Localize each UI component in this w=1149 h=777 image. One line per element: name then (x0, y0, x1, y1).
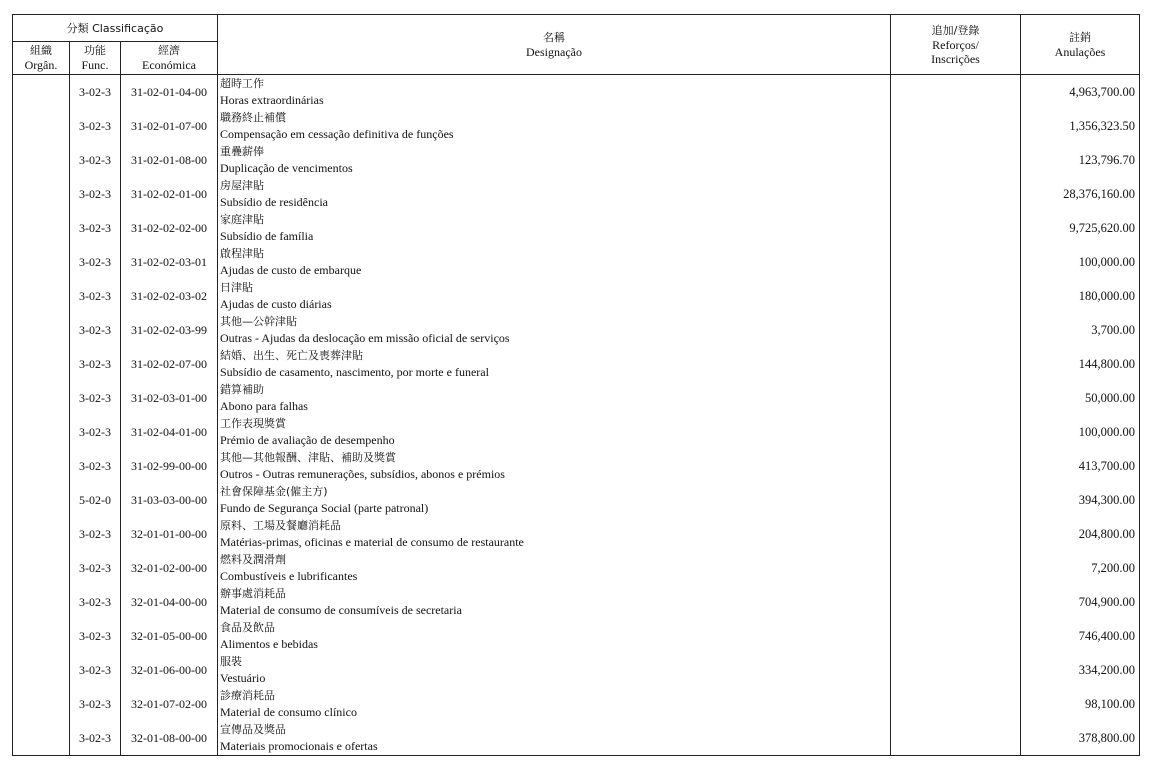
designation-pt: Subsídio de família (220, 229, 314, 243)
organ-cell (13, 347, 70, 381)
designation-pt: Outros - Outras remunerações, subsídios, abonos e prémios (220, 467, 505, 481)
designation-zh: 重疊薪俸 (220, 145, 264, 158)
organ-cell (13, 687, 70, 721)
table-header (13, 15, 1140, 75)
reforcos-cell (891, 619, 1021, 653)
func-cell: 3-02-3 (70, 517, 121, 551)
designation-pt: Ajudas de custo diárias (220, 297, 332, 311)
organ-header: 組織 Orgân. (13, 42, 70, 75)
classificacao-header: 分類 Classificação (13, 15, 218, 42)
designation-cell (218, 313, 891, 347)
budget-table (12, 14, 1140, 756)
econ-cell: 31-02-01-08-00 (121, 143, 218, 177)
budget-table-sheet (12, 14, 1139, 756)
organ-cell (13, 211, 70, 245)
econ-cell: 31-02-99-00-00 (121, 449, 218, 483)
table-row (13, 245, 1140, 279)
organ-cell (13, 109, 70, 143)
organ-cell (13, 653, 70, 687)
anulacoes-cell: 28,376,160.00 (1021, 177, 1140, 211)
reforcos-cell (891, 177, 1021, 211)
designation-cell (218, 109, 891, 143)
table-row (13, 109, 1140, 143)
anulacoes-cell: 144,800.00 (1021, 347, 1140, 381)
designation-zh: 啟程津貼 (220, 247, 264, 260)
reforcos-cell (891, 483, 1021, 517)
reforcos-cell (891, 313, 1021, 347)
organ-cell (13, 143, 70, 177)
table-row (13, 449, 1140, 483)
func-cell: 3-02-3 (70, 279, 121, 313)
designacao-header: 名稱 Designação (218, 15, 891, 75)
designation-cell (218, 279, 891, 313)
anulacoes-cell: 413,700.00 (1021, 449, 1140, 483)
anulacoes-cell: 4,963,700.00 (1021, 75, 1140, 110)
econ-cell: 31-02-01-07-00 (121, 109, 218, 143)
table-row (13, 415, 1140, 449)
designation-pt: Combustíveis e lubrificantes (220, 569, 358, 583)
organ-cell (13, 619, 70, 653)
designation-pt: Materiais promocionais e ofertas (220, 739, 378, 753)
func-header: 功能 Func. (70, 42, 121, 75)
anulacoes-cell: 204,800.00 (1021, 517, 1140, 551)
func-cell: 3-02-3 (70, 177, 121, 211)
reforcos-cell (891, 653, 1021, 687)
econ-header: 經濟 Económica (121, 42, 218, 75)
econ-cell: 32-01-07-02-00 (121, 687, 218, 721)
anulacoes-cell: 50,000.00 (1021, 381, 1140, 415)
econ-cell: 32-01-06-00-00 (121, 653, 218, 687)
designation-cell (218, 245, 891, 279)
anulacoes-cell: 9,725,620.00 (1021, 211, 1140, 245)
econ-cell: 31-02-02-03-01 (121, 245, 218, 279)
designation-zh: 結婚、出生、死亡及喪葬津貼 (220, 349, 363, 362)
func-cell: 3-02-3 (70, 109, 121, 143)
organ-cell (13, 449, 70, 483)
func-cell: 3-02-3 (70, 211, 121, 245)
anulacoes-cell: 100,000.00 (1021, 415, 1140, 449)
designation-zh: 超時工作 (220, 77, 264, 90)
designation-cell (218, 585, 891, 619)
reforcos-cell (891, 721, 1021, 756)
table-row (13, 177, 1140, 211)
econ-cell: 31-02-02-01-00 (121, 177, 218, 211)
table-row (13, 211, 1140, 245)
designation-cell (218, 449, 891, 483)
designation-cell (218, 551, 891, 585)
reforcos-cell (891, 75, 1021, 110)
designation-zh: 原料、工場及餐廳消耗品 (220, 519, 341, 532)
table-row (13, 279, 1140, 313)
designation-pt: Abono para falhas (220, 399, 308, 413)
anulacoes-cell: 100,000.00 (1021, 245, 1140, 279)
func-cell: 3-02-3 (70, 245, 121, 279)
organ-cell (13, 721, 70, 756)
reforcos-cell (891, 347, 1021, 381)
func-cell: 3-02-3 (70, 381, 121, 415)
designation-zh: 錯算補助 (220, 383, 264, 396)
func-cell: 3-02-3 (70, 313, 121, 347)
reforcos-header: 追加/登錄 Reforços/ Inscrições (891, 15, 1021, 75)
organ-cell (13, 415, 70, 449)
designation-zh: 其他—其他報酬、津貼、補助及獎賞 (220, 451, 396, 464)
table-row (13, 347, 1140, 381)
anulacoes-cell: 704,900.00 (1021, 585, 1140, 619)
table-body (13, 75, 1140, 756)
reforcos-cell (891, 449, 1021, 483)
designation-zh: 房屋津貼 (220, 179, 264, 192)
designation-zh: 辦事處消耗品 (220, 587, 286, 600)
organ-cell (13, 313, 70, 347)
designation-cell (218, 415, 891, 449)
designation-zh: 燃料及潤滑劑 (220, 553, 286, 566)
organ-cell (13, 551, 70, 585)
designation-zh: 日津貼 (220, 281, 253, 294)
designation-zh: 服裝 (220, 655, 242, 668)
func-cell: 3-02-3 (70, 687, 121, 721)
func-cell: 3-02-3 (70, 347, 121, 381)
designation-zh: 工作表現獎賞 (220, 417, 286, 430)
table-row (13, 687, 1140, 721)
designation-cell (218, 517, 891, 551)
reforcos-cell (891, 211, 1021, 245)
econ-cell: 31-02-02-07-00 (121, 347, 218, 381)
organ-cell (13, 517, 70, 551)
designation-zh: 其他—公幹津貼 (220, 315, 297, 328)
table-row (13, 653, 1140, 687)
func-cell: 3-02-3 (70, 653, 121, 687)
designation-zh: 職務終止補償 (220, 111, 286, 124)
table-row (13, 517, 1140, 551)
econ-cell: 31-02-02-03-02 (121, 279, 218, 313)
reforcos-cell (891, 245, 1021, 279)
reforcos-cell (891, 551, 1021, 585)
table-row (13, 381, 1140, 415)
table-row (13, 483, 1140, 517)
func-cell: 3-02-3 (70, 585, 121, 619)
organ-cell (13, 585, 70, 619)
designation-pt: Outras - Ajudas da deslocação em missão oficial de serviços (220, 331, 510, 345)
func-cell: 3-02-3 (70, 75, 121, 110)
anulacoes-cell: 378,800.00 (1021, 721, 1140, 756)
reforcos-cell (891, 109, 1021, 143)
designation-pt: Duplicação de vencimentos (220, 161, 353, 175)
reforcos-cell (891, 381, 1021, 415)
designation-pt: Vestuário (220, 671, 266, 685)
reforcos-cell (891, 585, 1021, 619)
econ-cell: 31-02-03-01-00 (121, 381, 218, 415)
anulacoes-cell: 180,000.00 (1021, 279, 1140, 313)
designation-zh: 食品及飲品 (220, 621, 275, 634)
designation-cell (218, 211, 891, 245)
reforcos-cell (891, 415, 1021, 449)
designation-cell (218, 721, 891, 756)
econ-cell: 31-03-03-00-00 (121, 483, 218, 517)
designation-zh: 家庭津貼 (220, 213, 264, 226)
table-row (13, 721, 1140, 756)
anulacoes-cell: 3,700.00 (1021, 313, 1140, 347)
econ-cell: 32-01-02-00-00 (121, 551, 218, 585)
reforcos-cell (891, 687, 1021, 721)
econ-cell: 32-01-08-00-00 (121, 721, 218, 756)
designation-pt: Compensação em cessação definitiva de funções (220, 127, 454, 141)
designation-zh: 宣傳品及獎品 (220, 723, 286, 736)
anulacoes-cell: 334,200.00 (1021, 653, 1140, 687)
econ-cell: 31-02-02-03-99 (121, 313, 218, 347)
designation-pt: Horas extraordinárias (220, 93, 324, 107)
table-row (13, 313, 1140, 347)
designation-pt: Material de consumo de consumíveis de secretaria (220, 603, 462, 617)
anulacoes-cell: 1,356,323.50 (1021, 109, 1140, 143)
designation-pt: Matérias-primas, oficinas e material de consumo de restaurante (220, 535, 524, 549)
func-cell: 3-02-3 (70, 415, 121, 449)
organ-cell (13, 279, 70, 313)
organ-cell (13, 245, 70, 279)
anulacoes-cell: 7,200.00 (1021, 551, 1140, 585)
func-cell: 3-02-3 (70, 449, 121, 483)
anulacoes-cell: 98,100.00 (1021, 687, 1140, 721)
designation-pt: Subsídio de residência (220, 195, 328, 209)
organ-cell (13, 75, 70, 110)
func-cell: 3-02-3 (70, 619, 121, 653)
designation-cell (218, 619, 891, 653)
reforcos-cell (891, 279, 1021, 313)
func-cell: 3-02-3 (70, 551, 121, 585)
anulacoes-cell: 394,300.00 (1021, 483, 1140, 517)
designation-cell (218, 687, 891, 721)
reforcos-cell (891, 143, 1021, 177)
designation-pt: Fundo de Segurança Social (parte patronal) (220, 501, 429, 515)
anulacoes-cell: 123,796.70 (1021, 143, 1140, 177)
designation-cell (218, 653, 891, 687)
designation-cell (218, 483, 891, 517)
econ-cell: 31-02-02-02-00 (121, 211, 218, 245)
econ-cell: 32-01-01-00-00 (121, 517, 218, 551)
table-row (13, 619, 1140, 653)
organ-cell (13, 177, 70, 211)
designation-zh: 社會保障基金(僱主方) (220, 485, 328, 498)
econ-cell: 31-02-04-01-00 (121, 415, 218, 449)
designation-cell (218, 381, 891, 415)
func-cell: 3-02-3 (70, 143, 121, 177)
designation-cell (218, 75, 891, 110)
table-row (13, 75, 1140, 110)
anulacoes-header: 註銷 Anulações (1021, 15, 1140, 75)
designation-pt: Alimentos e bebidas (220, 637, 318, 651)
func-cell: 3-02-3 (70, 721, 121, 756)
designation-cell (218, 347, 891, 381)
designation-cell (218, 177, 891, 211)
econ-cell: 32-01-04-00-00 (121, 585, 218, 619)
designation-pt: Prémio de avaliação de desempenho (220, 433, 395, 447)
organ-cell (13, 381, 70, 415)
table-row (13, 143, 1140, 177)
designation-cell (218, 143, 891, 177)
func-cell: 5-02-0 (70, 483, 121, 517)
reforcos-cell (891, 517, 1021, 551)
table-row (13, 551, 1140, 585)
organ-cell (13, 483, 70, 517)
designation-pt: Subsídio de casamento, nascimento, por morte e funeral (220, 365, 489, 379)
table-row (13, 585, 1140, 619)
econ-cell: 31-02-01-04-00 (121, 75, 218, 110)
anulacoes-cell: 746,400.00 (1021, 619, 1140, 653)
designation-zh: 診療消耗品 (220, 689, 275, 702)
designation-pt: Ajudas de custo de embarque (220, 263, 362, 277)
designation-pt: Material de consumo clínico (220, 705, 357, 719)
econ-cell: 32-01-05-00-00 (121, 619, 218, 653)
